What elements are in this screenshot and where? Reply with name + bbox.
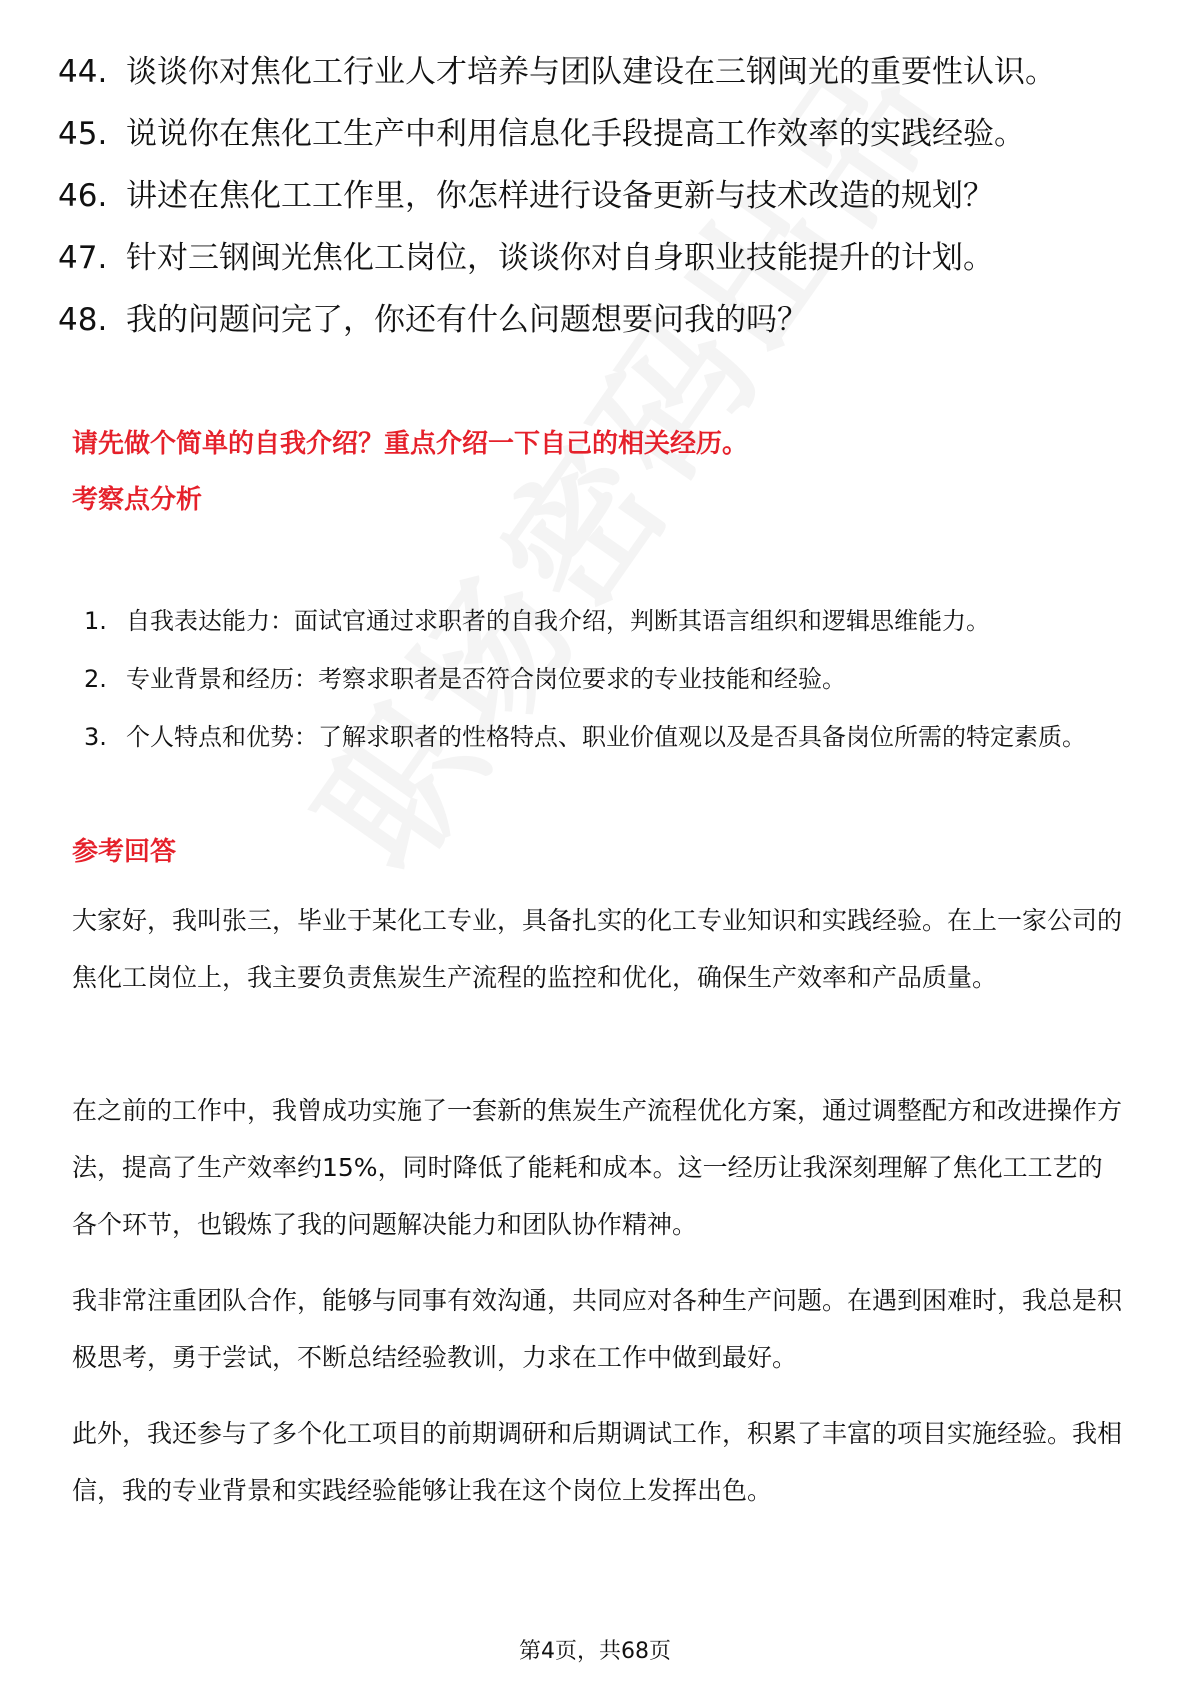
- list-item: [58, 110, 1118, 158]
- list-item: [58, 48, 1118, 96]
- list-item: [84, 650, 1124, 708]
- answer-paragraph: 大家好，我叫张三，毕业于某化工专业，具备扎实的化工专业知识和实践经验。在上一家公司的焦化工岗位上，我主要负责焦炭生产流程的监控和优化，确保生产效率和产品质量。: [72, 906, 1123, 992]
- list-item: [58, 296, 1118, 344]
- analysis-text: 自我表达能力：面试官通过求职者的自我介绍，判断其语言组织和逻辑思维能力。: [126, 607, 990, 635]
- page-footer: 第4页，共68页: [519, 1639, 671, 1664]
- question-text: 我的问题问完了，你还有什么问题想要问我的吗？: [126, 302, 808, 338]
- question-text: 讲述在焦化工工作里，你怎样进行设备更新与技术改造的规划？: [126, 178, 994, 214]
- question-text: 针对三钢闽光焦化工岗位，谈谈你对自身职业技能提升的计划。: [126, 240, 994, 276]
- analysis-heading: 考察点分析: [72, 485, 203, 515]
- analysis-number: 2.: [84, 665, 107, 693]
- list-item: [84, 708, 1124, 766]
- question-list: [58, 48, 1118, 358]
- analysis-list: [84, 592, 1124, 766]
- question-number: 44.: [58, 54, 108, 90]
- analysis-number: 1.: [84, 607, 107, 635]
- question-number: 48.: [58, 302, 108, 338]
- answer-paragraph: 此外，我还参与了多个化工项目的前期调研和后期调试工作，积累了丰富的项目实施经验。我相信，我的专业背景和实践经验能够让我在这个岗位上发挥出色。: [72, 1419, 1123, 1505]
- list-item: [58, 234, 1118, 282]
- list-item: [58, 172, 1118, 220]
- question-text: 说说你在焦化工生产中利用信息化手段提高工作效率的实践经验。: [126, 116, 1025, 152]
- analysis-number: 3.: [84, 723, 107, 751]
- question-text: 谈谈你对焦化工行业人才培养与团队建设在三钢闽光的重要性认识。: [126, 54, 1056, 90]
- answer-paragraph: 在之前的工作中，我曾成功实施了一套新的焦炭生产流程优化方案，通过调整配方和改进操作方法，提高了生产效率约15%，同时降低了能耗和成本。这一经历让我深刻理解了焦化工工艺的各个环节，也锻炼了我的问题解决能力和团队协作精神。: [72, 1096, 1123, 1239]
- analysis-text: 专业背景和经历：考察求职者是否符合岗位要求的专业技能和经验。: [126, 665, 846, 693]
- analysis-text: 个人特点和优势：了解求职者的性格特点、职业价值观以及是否具备岗位所需的特定素质。: [126, 723, 1086, 751]
- answer-paragraph: 我非常注重团队合作，能够与同事有效沟通，共同应对各种生产问题。在遇到困难时，我总是积极思考，勇于尝试，不断总结经验教训，力求在工作中做到最好。: [72, 1286, 1123, 1372]
- list-item: [84, 592, 1124, 650]
- question-number: 46.: [58, 178, 108, 214]
- question-number: 45.: [58, 116, 108, 152]
- question-number: 47.: [58, 240, 108, 276]
- answer-heading: 参考回答: [72, 837, 177, 867]
- section-question-heading: 请先做个简单的自我介绍？重点介绍一下自己的相关经历。: [72, 429, 749, 459]
